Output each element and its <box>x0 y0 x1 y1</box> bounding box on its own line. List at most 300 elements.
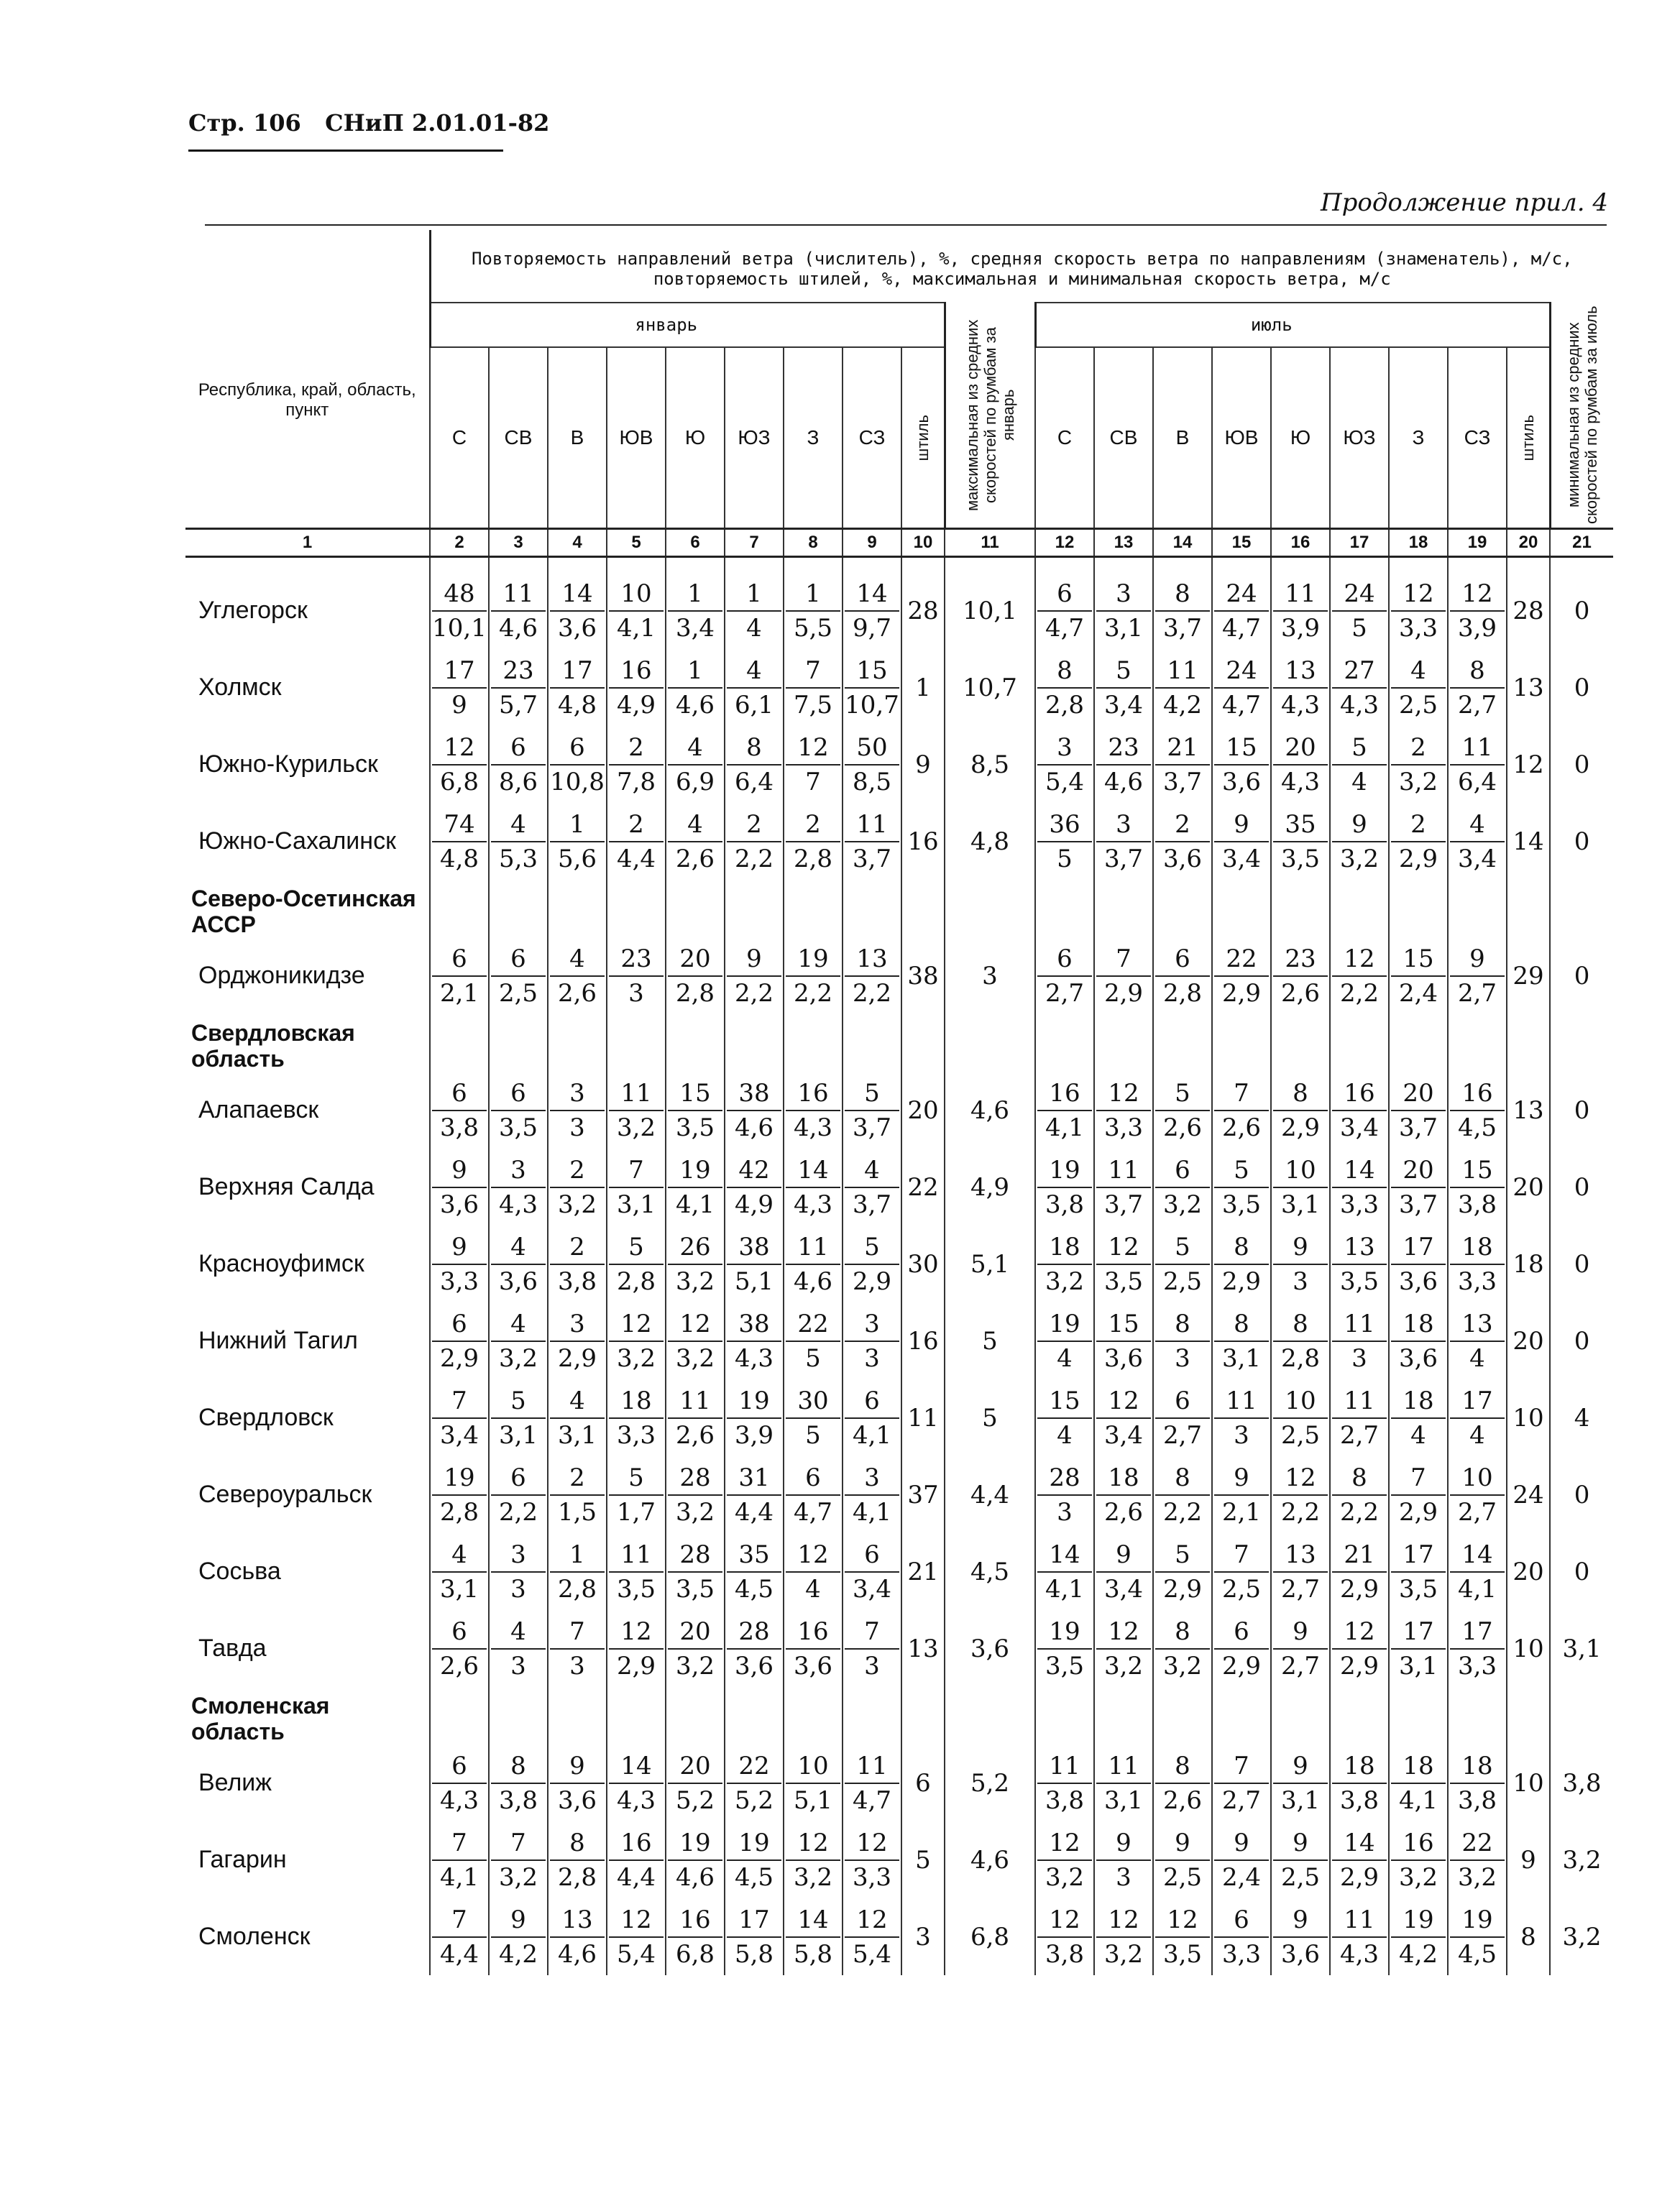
fraction <box>1272 1828 1329 1892</box>
speed-value: 10,8 <box>550 764 605 794</box>
fraction <box>666 1617 724 1681</box>
frequency-value: 6 <box>451 944 467 973</box>
frequency-value: 8 <box>1351 1463 1367 1492</box>
jul-direction-cell <box>1035 726 1094 803</box>
frequency-value: 10 <box>620 579 652 608</box>
speed-value: 3,6 <box>1214 764 1269 794</box>
jul-direction-cell <box>1271 937 1330 1014</box>
speed-value: 3,6 <box>1273 1936 1328 1967</box>
frequency-value: 9 <box>746 944 762 973</box>
fraction <box>1036 1905 1093 1969</box>
jul-direction-cell <box>1094 1744 1153 1821</box>
fraction <box>1272 1078 1329 1142</box>
frequency-value: 20 <box>679 944 711 973</box>
frequency-value: 9 <box>451 1232 467 1261</box>
speed-value: 3,2 <box>1037 1859 1092 1890</box>
speed-value: 2,5 <box>1214 1571 1269 1601</box>
speed-value: 4,1 <box>1037 1110 1092 1140</box>
fraction <box>548 1232 606 1296</box>
fraction <box>784 1309 842 1373</box>
fraction <box>1272 1751 1329 1815</box>
fraction <box>548 579 606 643</box>
speed-value: 2,7 <box>1450 687 1505 717</box>
frequency-value: 9 <box>451 1155 467 1185</box>
jan-max-value: 4,6 <box>945 1821 1035 1898</box>
speed-value: 3,4 <box>1096 687 1151 717</box>
place-name: Велиж <box>198 1769 272 1796</box>
spacer-cell <box>1212 557 1271 573</box>
spacer-cell <box>1035 557 1094 573</box>
speed-value: 4,3 <box>786 1187 840 1217</box>
jul-direction-cell <box>1094 803 1153 880</box>
fraction <box>1036 579 1093 643</box>
speed-value: 4,3 <box>1273 687 1328 717</box>
jan-calm-value: 16 <box>901 803 945 880</box>
fraction <box>607 1309 665 1373</box>
jan-calm-value: 37 <box>901 1456 945 1533</box>
spacer-cell <box>1507 557 1550 573</box>
empty-cell <box>945 1014 1035 1072</box>
fraction <box>1095 1540 1152 1604</box>
speed-value: 2,2 <box>1155 1494 1210 1525</box>
frequency-value: 18 <box>1403 1309 1434 1338</box>
spacer-cell <box>489 557 548 573</box>
jul-direction-cell <box>1330 1610 1389 1687</box>
fraction <box>1449 1463 1506 1527</box>
jan-calm-label: штиль <box>914 414 932 461</box>
frequency-value: 17 <box>561 656 593 685</box>
speed-value: 3,3 <box>1214 1936 1269 1967</box>
frequency-value: 11 <box>856 809 888 839</box>
empty-cell <box>666 880 725 937</box>
table-row <box>185 1744 1613 1821</box>
jul-direction-cell <box>1153 1744 1212 1821</box>
column-number: 16 <box>1271 529 1330 557</box>
jul-direction-cell <box>1330 1898 1389 1975</box>
speed-value: 6,8 <box>668 1936 722 1967</box>
frequency-value: 9 <box>569 1751 585 1780</box>
fraction <box>431 1463 488 1527</box>
jan-calm-value: 22 <box>901 1149 945 1226</box>
fraction <box>725 1540 783 1604</box>
jan-direction-cell <box>430 1610 489 1687</box>
jul-direction-cell <box>1035 1149 1094 1226</box>
jul-direction-cell <box>1212 1302 1271 1379</box>
jul-direction-cell <box>1271 1379 1330 1456</box>
jan-direction-cell <box>548 1379 607 1456</box>
fraction <box>784 658 842 717</box>
jul-direction-cell <box>1035 1072 1094 1149</box>
empty-cell <box>607 880 666 937</box>
jul-direction-cell <box>1153 1072 1212 1149</box>
frequency-value: 20 <box>679 1751 711 1780</box>
speed-value: 2,8 <box>550 1859 605 1890</box>
jan-direction-cell <box>430 1533 489 1610</box>
jan-direction-cell <box>784 726 843 803</box>
speed-value: 3 <box>1273 1264 1328 1294</box>
jul-direction-cell <box>1271 1821 1330 1898</box>
jul-direction-cell <box>1153 1456 1212 1533</box>
jan-direction-cell <box>725 1379 784 1456</box>
jul-min-value: 3,1 <box>1550 1610 1613 1687</box>
jan-calm-value: 5 <box>901 1821 945 1898</box>
speed-value: 2,8 <box>432 1494 487 1525</box>
frequency-value: 15 <box>1403 944 1434 973</box>
jan-direction-cell <box>489 937 548 1014</box>
empty-cell <box>489 1687 548 1744</box>
speed-value: 2,8 <box>1273 1341 1328 1371</box>
jul-direction-cell <box>1094 1379 1153 1456</box>
speed-value: 3,6 <box>491 1264 546 1294</box>
spacer-cell <box>666 557 725 573</box>
speed-value: 4 <box>1391 1417 1446 1448</box>
region-row <box>185 1014 1613 1072</box>
empty-cell <box>1271 1687 1330 1744</box>
frequency-value: 7 <box>1234 1540 1249 1569</box>
fraction <box>490 1309 547 1373</box>
jul-direction-cell <box>1389 803 1448 880</box>
jan-direction-cell <box>430 1821 489 1898</box>
place-name: Алапаевск <box>198 1096 319 1123</box>
frequency-value: 14 <box>1049 1540 1080 1569</box>
frequency-value: 4 <box>510 809 526 839</box>
fraction <box>666 944 724 1008</box>
frequency-value: 11 <box>502 579 534 608</box>
jul-direction-header: Ю <box>1271 347 1330 529</box>
jan-direction-cell <box>548 803 607 880</box>
fraction <box>1449 1309 1506 1373</box>
empty-cell <box>784 880 843 937</box>
fraction <box>1331 1463 1388 1527</box>
frequency-value: 13 <box>856 944 888 973</box>
empty-cell <box>1389 1687 1448 1744</box>
fraction <box>548 1905 606 1969</box>
column-number: 10 <box>901 529 945 557</box>
speed-value: 3,6 <box>1391 1264 1446 1294</box>
speed-value: 2,2 <box>1273 1494 1328 1525</box>
fraction <box>490 1386 547 1450</box>
frequency-value: 19 <box>738 1828 770 1857</box>
spacer-cell <box>430 557 489 573</box>
jul-direction-cell <box>1094 1072 1153 1149</box>
table-row <box>185 1149 1613 1226</box>
empty-cell <box>1448 1687 1507 1744</box>
jan-direction-cell <box>489 1744 548 1821</box>
fraction <box>1213 579 1270 643</box>
jul-min-value: 0 <box>1550 726 1613 803</box>
speed-value: 3,8 <box>1332 1783 1387 1813</box>
speed-value: 3,2 <box>1037 1264 1092 1294</box>
jul-direction-cell <box>1271 1744 1330 1821</box>
column-number: 20 <box>1507 529 1550 557</box>
jan-direction-cell <box>843 1149 901 1226</box>
speed-value: 3,7 <box>845 841 899 871</box>
jul-direction-cell <box>1035 1379 1094 1456</box>
jan-direction-cell <box>725 572 784 649</box>
jul-direction-cell <box>1330 572 1389 649</box>
jul-calm-header <box>1507 347 1550 529</box>
frequency-value: 3 <box>1116 579 1132 608</box>
fraction <box>1390 732 1447 796</box>
fraction <box>607 1617 665 1681</box>
speed-value: 3,8 <box>432 1110 487 1140</box>
jul-direction-cell <box>1448 726 1507 803</box>
speed-value: 3,6 <box>550 610 605 640</box>
speed-value: 4,3 <box>1332 687 1387 717</box>
speed-value: 3,8 <box>1450 1783 1505 1813</box>
speed-value: 4 <box>1332 764 1387 794</box>
fraction <box>784 579 842 643</box>
place-name: Красноуфимск <box>198 1250 364 1277</box>
spacer-cell <box>784 557 843 573</box>
jul-direction-cell <box>1330 937 1389 1014</box>
jul-direction-cell <box>1448 1744 1507 1821</box>
place-column-header: Республика, край, область, пункт <box>198 380 416 420</box>
fraction <box>1390 1309 1447 1373</box>
speed-value: 2,2 <box>1332 1494 1387 1525</box>
frequency-value: 8 <box>1175 1617 1190 1646</box>
fraction <box>607 1232 665 1296</box>
frequency-value: 19 <box>1403 1905 1434 1934</box>
fraction <box>1095 1463 1152 1527</box>
fraction <box>431 658 488 717</box>
jan-calm-value: 16 <box>901 1302 945 1379</box>
fraction <box>607 944 665 1008</box>
speed-value: 4,2 <box>1155 687 1210 717</box>
speed-value: 3,2 <box>609 1341 664 1371</box>
jul-direction-cell <box>1153 572 1212 649</box>
jul-direction-cell <box>1389 937 1448 1014</box>
fraction <box>1449 1751 1506 1815</box>
empty-cell <box>1271 880 1330 937</box>
frequency-value: 12 <box>856 1828 888 1857</box>
jul-direction-cell <box>1271 1149 1330 1226</box>
fraction <box>431 1232 488 1296</box>
speed-value: 2,8 <box>609 1264 664 1294</box>
fraction <box>548 1751 606 1815</box>
jul-direction-cell <box>1094 1149 1153 1226</box>
fraction <box>666 1155 724 1219</box>
frequency-value: 6 <box>1057 579 1073 608</box>
fraction <box>607 1386 665 1450</box>
jan-direction-cell <box>666 1898 725 1975</box>
frequency-value: 18 <box>1049 1232 1080 1261</box>
speed-value: 4,9 <box>727 1187 781 1217</box>
jul-direction-cell <box>1094 572 1153 649</box>
fraction <box>784 1540 842 1604</box>
jan-direction-cell <box>607 1456 666 1533</box>
fraction <box>1095 1386 1152 1450</box>
frequency-value: 16 <box>1403 1828 1434 1857</box>
jul-direction-cell <box>1212 649 1271 726</box>
empty-cell <box>945 880 1035 937</box>
fraction <box>1213 1828 1270 1892</box>
frequency-value: 14 <box>561 579 593 608</box>
fraction <box>548 1463 606 1527</box>
jan-direction-cell <box>666 1456 725 1533</box>
speed-value: 6,1 <box>727 687 781 717</box>
speed-value: 2,8 <box>668 975 722 1006</box>
jan-direction-header: С <box>430 347 489 529</box>
frequency-value: 12 <box>1108 1617 1139 1646</box>
jan-direction-cell <box>666 1302 725 1379</box>
jan-direction-cell <box>843 649 901 726</box>
frequency-value: 4 <box>569 1386 585 1415</box>
speed-value: 2,9 <box>1391 841 1446 871</box>
frequency-value: 13 <box>561 1905 593 1934</box>
jul-direction-cell <box>1153 937 1212 1014</box>
jan-direction-cell <box>843 1379 901 1456</box>
frequency-value: 9 <box>1116 1828 1132 1857</box>
speed-value: 4,6 <box>491 610 546 640</box>
frequency-value: 4 <box>510 1232 526 1261</box>
speed-value: 3,2 <box>1096 1648 1151 1678</box>
place-name: Гагарин <box>198 1846 287 1873</box>
speed-value: 3,2 <box>1155 1187 1210 1217</box>
fraction <box>725 1617 783 1681</box>
fraction <box>1331 732 1388 796</box>
jan-direction-cell <box>843 1302 901 1379</box>
jan-direction-cell <box>548 1149 607 1226</box>
jan-direction-cell <box>843 1533 901 1610</box>
empty-cell <box>784 1014 843 1072</box>
jan-direction-cell <box>666 572 725 649</box>
speed-value: 3,2 <box>668 1264 722 1294</box>
frequency-value: 6 <box>1234 1617 1249 1646</box>
jan-direction-cell <box>489 649 548 726</box>
column-number: 3 <box>489 529 548 557</box>
jan-direction-cell <box>784 1379 843 1456</box>
speed-value: 3,5 <box>1273 841 1328 871</box>
fraction <box>1331 944 1388 1008</box>
speed-value: 4,3 <box>432 1783 487 1813</box>
frequency-value: 12 <box>1167 1905 1198 1934</box>
fraction <box>548 1386 606 1450</box>
jan-direction-cell <box>666 726 725 803</box>
speed-value: 2,6 <box>668 1417 722 1448</box>
speed-value: 3,7 <box>1096 1187 1151 1217</box>
fraction <box>1154 1540 1211 1604</box>
speed-value: 10,7 <box>845 687 899 717</box>
speed-value: 2,7 <box>1273 1648 1328 1678</box>
fraction <box>1213 1078 1270 1142</box>
jan-direction-cell <box>430 1149 489 1226</box>
frequency-value: 13 <box>1461 1309 1493 1338</box>
fraction <box>725 1232 783 1296</box>
speed-value: 10,1 <box>432 610 487 640</box>
speed-value: 5,5 <box>786 610 840 640</box>
fraction <box>1331 1540 1388 1604</box>
fraction <box>725 1751 783 1815</box>
jan-direction-cell <box>843 1744 901 1821</box>
jan-direction-cell <box>843 1072 901 1149</box>
place-name: Южно-Сахалинск <box>198 827 396 855</box>
frequency-value: 8 <box>569 1828 585 1857</box>
fraction <box>1036 944 1093 1008</box>
jan-direction-cell <box>666 937 725 1014</box>
jan-direction-cell <box>430 726 489 803</box>
speed-value: 3,1 <box>1273 1187 1328 1217</box>
empty-cell <box>548 1014 607 1072</box>
jan-calm-value: 30 <box>901 1226 945 1302</box>
fraction <box>431 1078 488 1142</box>
place-name: Южно-Курильск <box>198 750 378 778</box>
empty-cell <box>843 880 901 937</box>
jul-direction-header: СЗ <box>1448 347 1507 529</box>
jan-direction-cell <box>548 937 607 1014</box>
frequency-value: 24 <box>1226 579 1257 608</box>
jul-calm-value: 10 <box>1507 1744 1550 1821</box>
speed-value: 5 <box>1332 610 1387 640</box>
column-number: 13 <box>1094 529 1153 557</box>
frequency-value: 2 <box>746 809 762 839</box>
column-number: 5 <box>607 529 666 557</box>
empty-cell <box>1035 880 1094 937</box>
jan-direction-cell <box>548 572 607 649</box>
place-name: Холмск <box>198 673 282 701</box>
frequency-value: 11 <box>1226 1386 1257 1415</box>
jul-direction-cell <box>1153 1226 1212 1302</box>
jul-direction-cell <box>1035 803 1094 880</box>
jan-direction-cell <box>489 572 548 649</box>
fraction <box>1154 1751 1211 1815</box>
speed-value: 2,1 <box>432 975 487 1006</box>
fraction <box>1331 809 1388 873</box>
frequency-value: 4 <box>510 1309 526 1338</box>
fraction <box>1331 1078 1388 1142</box>
speed-value: 3,2 <box>668 1494 722 1525</box>
frequency-value: 11 <box>1344 1386 1375 1415</box>
frequency-value: 10 <box>1285 1155 1316 1185</box>
speed-value: 3,1 <box>1096 610 1151 640</box>
jul-direction-cell <box>1448 1149 1507 1226</box>
jul-direction-cell <box>1448 1072 1507 1149</box>
fraction <box>490 1905 547 1969</box>
fraction <box>1036 1540 1093 1604</box>
fraction <box>784 809 842 873</box>
speed-value: 3,8 <box>1037 1783 1092 1813</box>
fraction <box>431 1155 488 1219</box>
fraction <box>1331 1828 1388 1892</box>
frequency-value: 1 <box>569 1540 585 1569</box>
jan-calm-value: 13 <box>901 1610 945 1687</box>
frequency-value: 22 <box>797 1309 829 1338</box>
fraction <box>607 1751 665 1815</box>
empty-cell <box>725 1014 784 1072</box>
fraction <box>1390 1905 1447 1969</box>
speed-value: 2,6 <box>550 975 605 1006</box>
jan-direction-cell <box>548 1533 607 1610</box>
speed-value: 1,5 <box>550 1494 605 1525</box>
speed-value: 4,4 <box>609 841 664 871</box>
jan-direction-cell <box>489 1456 548 1533</box>
jul-direction-cell <box>1389 1302 1448 1379</box>
speed-value: 3,7 <box>1391 1110 1446 1140</box>
jul-direction-cell <box>1212 1456 1271 1533</box>
empty-cell <box>548 880 607 937</box>
frequency-value: 9 <box>1116 1540 1132 1569</box>
jul-calm-value: 13 <box>1507 1072 1550 1149</box>
jul-calm-value: 12 <box>1507 726 1550 803</box>
speed-value: 9,7 <box>845 610 899 640</box>
frequency-value: 16 <box>1344 1078 1375 1108</box>
region-row <box>185 1687 1613 1744</box>
jan-direction-cell <box>843 1610 901 1687</box>
place-name: Североуральск <box>198 1481 372 1508</box>
fraction <box>1213 1540 1270 1604</box>
speed-value: 2,9 <box>1155 1571 1210 1601</box>
frequency-value: 11 <box>1344 1309 1375 1338</box>
